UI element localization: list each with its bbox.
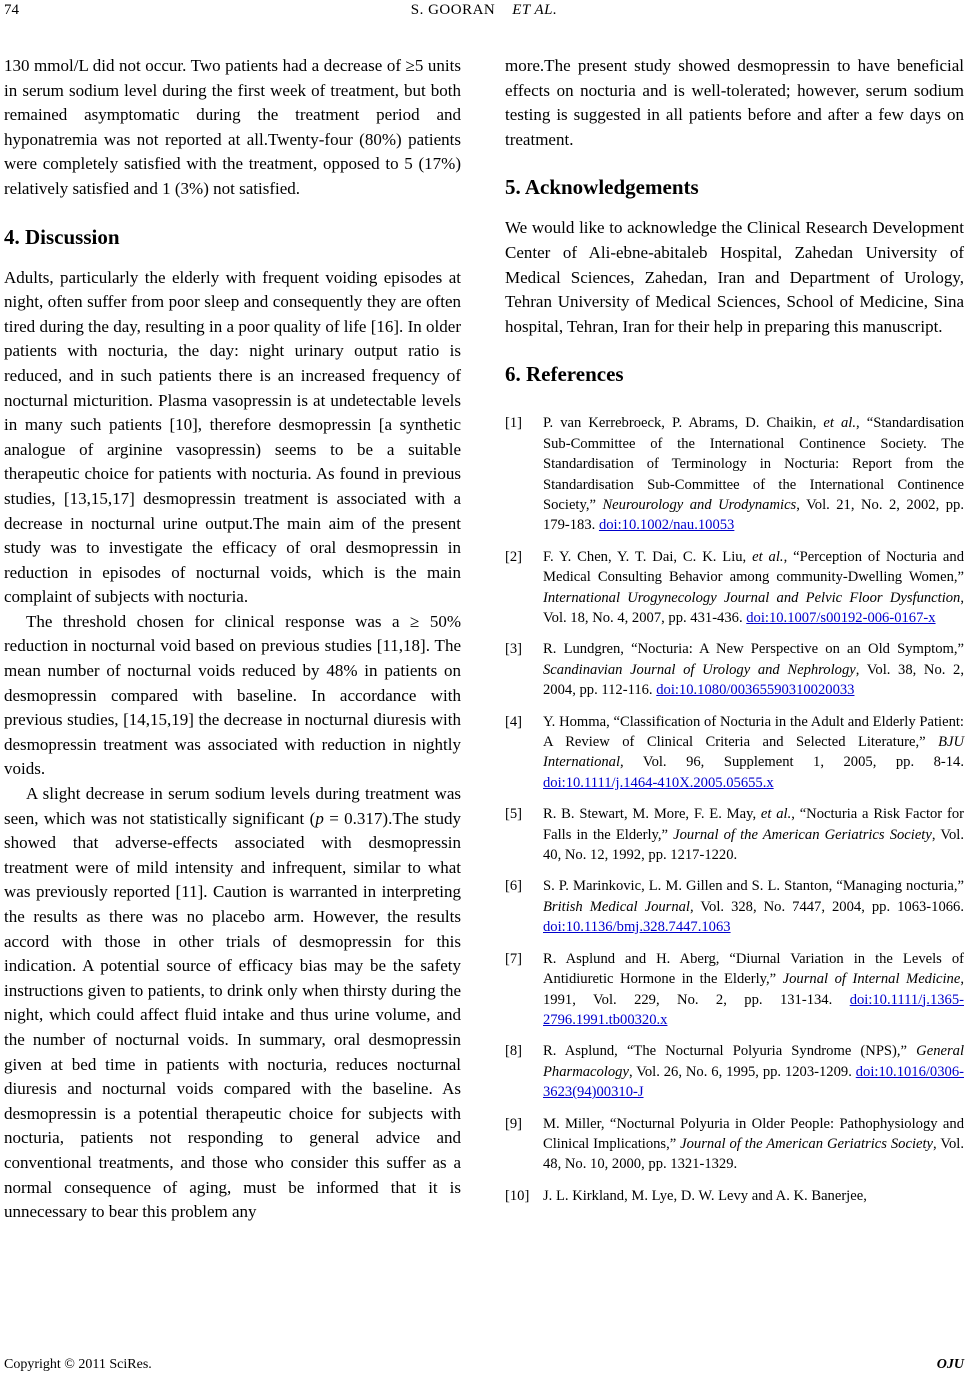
discussion-p3-part-2: = 0.317).The study showed that adverse-effects associated with desmopressin treatment were of mild intensity and infrequent, similar to what was previously reported [11]. Caution is warranted in interpreting the results as there was no placebo arm. However, the results accord with those in other trials of desmopressin for this indication. A potential source of efficacy bias may be the safety instructions given to patients, to drink only when thirsty during the night, which could affect fluid intake and thus urine volume, and the number of nocturnal voids. In summary, oral desmopressin given at bed time in patients with nocturia, reduces nocturnal diuresis and nocturnal voids compared with the baseline. As desmopressin is a potential therapeutic choice for subjects with nocturia, patients not responding to general advice and conventional treatments, and those who consider this suffer as a normal consequence of aging, must be informed that it is unnecessary to bear this problem any (4, 808, 461, 1222)
reference-authors-title: R. Lundgren, “Nocturia: A New Perspective on an Old Symptom,” (543, 641, 964, 658)
reference-item (505, 547, 964, 629)
reference-item (505, 639, 964, 700)
reference-authors-title: R. B. Stewart, M. More, F. E. May, (543, 806, 761, 823)
reference-authors-title: J. L. Kirkland, M. Lye, D. W. Levy and A. K. Banerjee, (543, 1187, 867, 1204)
reference-number: [5] (505, 806, 523, 823)
reference-journal: International Urogynecology Journal and Pelvic Floor Dysfunction (543, 589, 961, 606)
reference-authors-title: P. van Kerrebroeck, P. Abrams, D. Chaikin, (543, 415, 824, 432)
reference-details: , Vol. 96, Supplement 1, 2005, pp. 8-14. (620, 754, 964, 771)
reference-doi-link[interactable]: doi:10.1002/nau.10053 (598, 517, 735, 534)
reference-number: [7] (505, 950, 523, 967)
acknowledgements-heading: 5. Acknowledgements (505, 175, 699, 200)
reference-etal: et al. (752, 548, 784, 565)
reference-item (505, 1186, 964, 1206)
copyright-notice: Copyright © 2011 SciRes. (4, 1357, 152, 1372)
journal-abbreviation: OJU (936, 1357, 964, 1372)
running-head-etal: ET AL. (512, 2, 558, 18)
reference-authors-title: R. Asplund, “The Nocturnal Polyuria Syndrome (NPS),” (543, 1043, 917, 1060)
reference-item (505, 876, 964, 937)
reference-doi-link[interactable]: doi:10.1080/00365590310020033 (656, 682, 855, 699)
reference-doi-link[interactable]: doi:10.1111/j.1464-410X.2005.05655.x (543, 774, 774, 791)
reference-details: , 1991, Vol. 229, No. 2, pp. 131-134. (543, 971, 964, 1008)
acknowledgements-paragraph: We would like to acknowledge the Clinical Research Development Center of Ali-ebne-abitaleb Hospital, Zahedan University of Medical Sciences, Zahedan, Iran and Department of Urology, Tehran University of Medical Sciences, School of Medicine, Sina hospital, Tehran, Iran for their help in preparing this manuscript. (505, 218, 964, 336)
reference-item (505, 413, 964, 535)
reference-journal: Journal of Internal Medicine (782, 971, 961, 988)
reference-doi-link[interactable]: doi:10.1016/0306-3623(94)00310-J (543, 1063, 964, 1101)
reference-details: , Vol. 328, No. 7447, 2004, pp. 1063-1066. (690, 898, 965, 915)
page-footer (0, 1357, 968, 1381)
reference-title: , “Nocturia a Risk Factor for Falls in the Elderly,” (543, 806, 964, 843)
reference-authors-title: Y. Homma, “Classification of Nocturia in the Adult and Elderly Patient: A Review of Clinical Criteria and Selected Literature,” (543, 713, 964, 751)
reference-number: [8] (505, 1043, 523, 1060)
reference-title: , “Standardisation Sub-Committee of the International Continence Society. The Standardisation of Terminology in Nocturia: Report from the Standardisation Sub-Committee of the International Continence Society,” (543, 415, 964, 513)
reference-details: , Vol. 40, No. 12, 1992, pp. 1217-1220. (543, 826, 964, 864)
reference-item (505, 1114, 964, 1175)
running-head-authors: S. GOORAN (410, 2, 496, 18)
reference-item (505, 712, 964, 794)
p-value-symbol: p (315, 808, 324, 828)
reference-doi-link[interactable]: doi:10.1136/bmj.328.7447.1063 (543, 919, 731, 936)
discussion-heading: 4. Discussion (4, 224, 120, 249)
reference-journal: BJU International (543, 734, 964, 771)
reference-item (505, 804, 964, 865)
reference-number: [2] (505, 548, 523, 565)
reference-journal: General Pharmacology (543, 1043, 964, 1080)
reference-journal: Journal of the American Geriatrics Society (673, 826, 932, 843)
reference-journal: Journal of the American Geriatrics Society (680, 1135, 934, 1152)
reference-doi-link[interactable]: doi:10.1111/j.1365-2796.1991.tb00320.x (543, 991, 964, 1028)
reference-list (505, 413, 964, 1206)
discussion-tail-paragraph: more.The present study showed desmopressin to have beneficial effects on nocturia and is well-tolerated; however, serum sodium testing is suggested in all patients before and after a few days on treatment. (505, 56, 964, 149)
reference-journal: Scandinavian Journal of Urology and Nephrology (543, 661, 856, 678)
reference-number: [4] (505, 713, 523, 730)
reference-item (505, 1041, 964, 1102)
page-header (0, 0, 968, 30)
references-heading: 6. References (505, 362, 624, 387)
reference-journal: Neurourology and Urodynamics (602, 496, 797, 513)
reference-authors-title: F. Y. Chen, Y. T. Dai, C. K. Liu, (543, 548, 753, 565)
running-head (0, 2, 968, 19)
discussion-p3-part-1: A slight decrease in serum sodium levels during treatment was seen, which was not statistically significant ( (4, 784, 461, 828)
reference-authors-title: R. Asplund and H. Aberg, “Diurnal Variation in the Levels of Antidiuretic Hormone in the Elderly,” (543, 950, 964, 988)
reference-doi-link[interactable]: doi:10.1007/s00192-006-0167-x (746, 610, 936, 626)
discussion-paragraph-3 (4, 782, 461, 1225)
reference-number: [3] (505, 641, 523, 658)
reference-number: [10] (505, 1187, 530, 1204)
discussion-paragraph-1: Adults, particularly the elderly with frequent voiding episodes at night, often suffer from poor sleep and consequently they are often tired during the day, resulting in a poor quality of life [16]. In older patients with nocturia, the day: night urinary output ratio is reduced, and in such patients there is an increased frequency of nocturnal micturition. Plasma vasopressin is at undetectable levels in many such patients [10], therefore desmopressin [a synthetic analogue of arginine vasopressin) seems to be a suitable therapeutic choice for patients with nocturia. As found in previous studies, [13,15,17] desmopressin treatment is associated with a decrease in nocturnal urine output.The main aim of the present study was to investigate the efficacy of oral desmopressin in reduction in episodes of nocturnal voids, which is the main complaint of subjects with nocturia. (4, 267, 461, 607)
reference-details: , Vol. 38, No. 2, 2004, pp. 112-116. (543, 661, 964, 699)
reference-details: , Vol. 48, No. 10, 2000, pp. 1321-1329. (543, 1135, 964, 1173)
right-column (505, 54, 964, 1217)
reference-etal: et al. (760, 806, 792, 823)
left-column (4, 54, 461, 1225)
reference-item (505, 949, 964, 1031)
reference-journal: British Medical Journal (543, 898, 690, 915)
reference-authors-title: S. P. Marinkovic, L. M. Gillen and S. L. Stanton, “Managing nocturia,” (543, 878, 964, 895)
reference-number: [9] (505, 1115, 523, 1132)
results-tail-paragraph: 130 mmol/L did not occur. Two patients had a decrease of ≥5 units in serum sodium level during the first week of treatment, but both remained asymptomatic during the treatment period and hyponatremia was not reported at all.Twenty-four (80%) patients were completely satisfied with the treatment, opposed to 5 (17%) relatively satisfied and 1 (3%) not satisfied. (4, 56, 461, 198)
reference-title: , “Perception of Nocturia and Medical Consulting Behavior among community-Dwelling Women,” (543, 548, 964, 586)
reference-authors-title: M. Miller, “Nocturnal Polyuria in Older People: Pathophysiology and Clinical Implications,” (543, 1115, 964, 1152)
reference-details: , Vol. 21, No. 2, 2002, pp. 179-183. (543, 496, 964, 534)
reference-details: , Vol. 18, No. 4, 2007, pp. 431-436. (543, 589, 964, 626)
reference-etal: et al. (823, 415, 857, 432)
page-number: 74 (4, 2, 19, 18)
reference-number: [1] (505, 415, 523, 432)
reference-number: [6] (505, 878, 523, 895)
reference-details: , Vol. 26, No. 6, 1995, pp. 1203-1209. (628, 1063, 856, 1080)
discussion-paragraph-2: The threshold chosen for clinical response was a ≥ 50% reduction in nocturnal void based on previous studies [11,18]. The mean number of nocturnal voids reduced by 48% in patients on desmopressin compared with baseline. In accordance with previous studies, [14,15,19] the decrease in nocturnal diuresis with desmopressin treatment was associated with reduction in nightly voids. (4, 611, 461, 779)
